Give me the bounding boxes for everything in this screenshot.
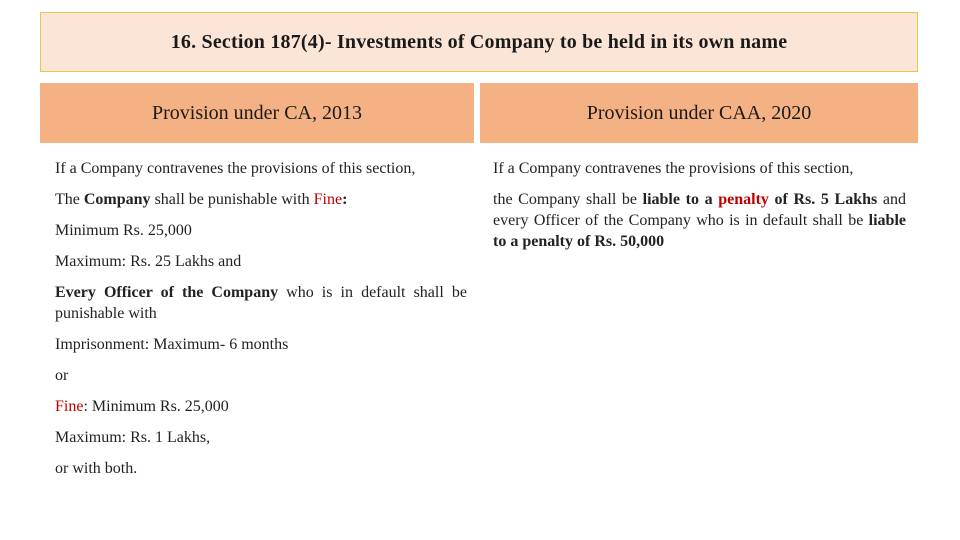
header-ca-2013 [40, 83, 474, 143]
left-red-fine: Fine [313, 191, 343, 208]
right-bold-officer-penalty: liable to a penalty of Rs. 50,000 [493, 212, 906, 250]
left-text: who is in default shall be punishable with [55, 284, 467, 322]
left-red-fine-2: Fine [55, 398, 84, 415]
right-text: and every Officer of the Company who is in default shall be [493, 191, 906, 229]
left-para-maximum: Maximum: Rs. 25 Lakhs and [55, 253, 242, 270]
left-para-or: or [55, 367, 69, 384]
right-red-penalty: penalty [718, 191, 769, 208]
column-caa-2020 [493, 158, 906, 262]
left-text: The [55, 191, 84, 208]
left-colon: : [342, 191, 348, 208]
left-para-minimum: Minimum Rs. 25,000 [55, 222, 192, 239]
left-bold-officer: Every Officer of the Company [55, 284, 279, 301]
left-para-company-fine [55, 189, 467, 210]
right-bold-liable: liable to a [642, 191, 719, 208]
right-bold-amount: of Rs. 5 Lakhs [768, 191, 878, 208]
slide-title-text: 16. Section 187(4)- Investments of Company to be held in its own name [170, 30, 788, 53]
left-bold-company: Company [83, 191, 151, 208]
right-text: the Company shall be [493, 191, 643, 208]
header-caa-2020 [480, 83, 918, 143]
left-para-fine-minimum [55, 396, 467, 417]
left-para-imprisonment: Imprisonment: Maximum- 6 months [55, 336, 289, 353]
slide-title [40, 12, 918, 72]
left-para-contravention: If a Company contravenes the provisions of this section, [55, 160, 416, 177]
right-para-penalty [493, 189, 906, 252]
column-ca-2013 [55, 158, 467, 489]
left-text: : Minimum Rs. 25,000 [83, 398, 229, 415]
header-caa-2020-text: Provision under CAA, 2020 [586, 101, 812, 124]
header-ca-2013-text: Provision under CA, 2013 [152, 101, 362, 124]
left-para-officer [55, 282, 467, 324]
left-text: shall be punishable with [150, 191, 314, 208]
left-para-fine-maximum: Maximum: Rs. 1 Lakhs, [55, 429, 211, 446]
left-para-both: or with both. [55, 460, 138, 477]
right-para-contravention: If a Company contravenes the provisions of this section, [493, 160, 854, 177]
